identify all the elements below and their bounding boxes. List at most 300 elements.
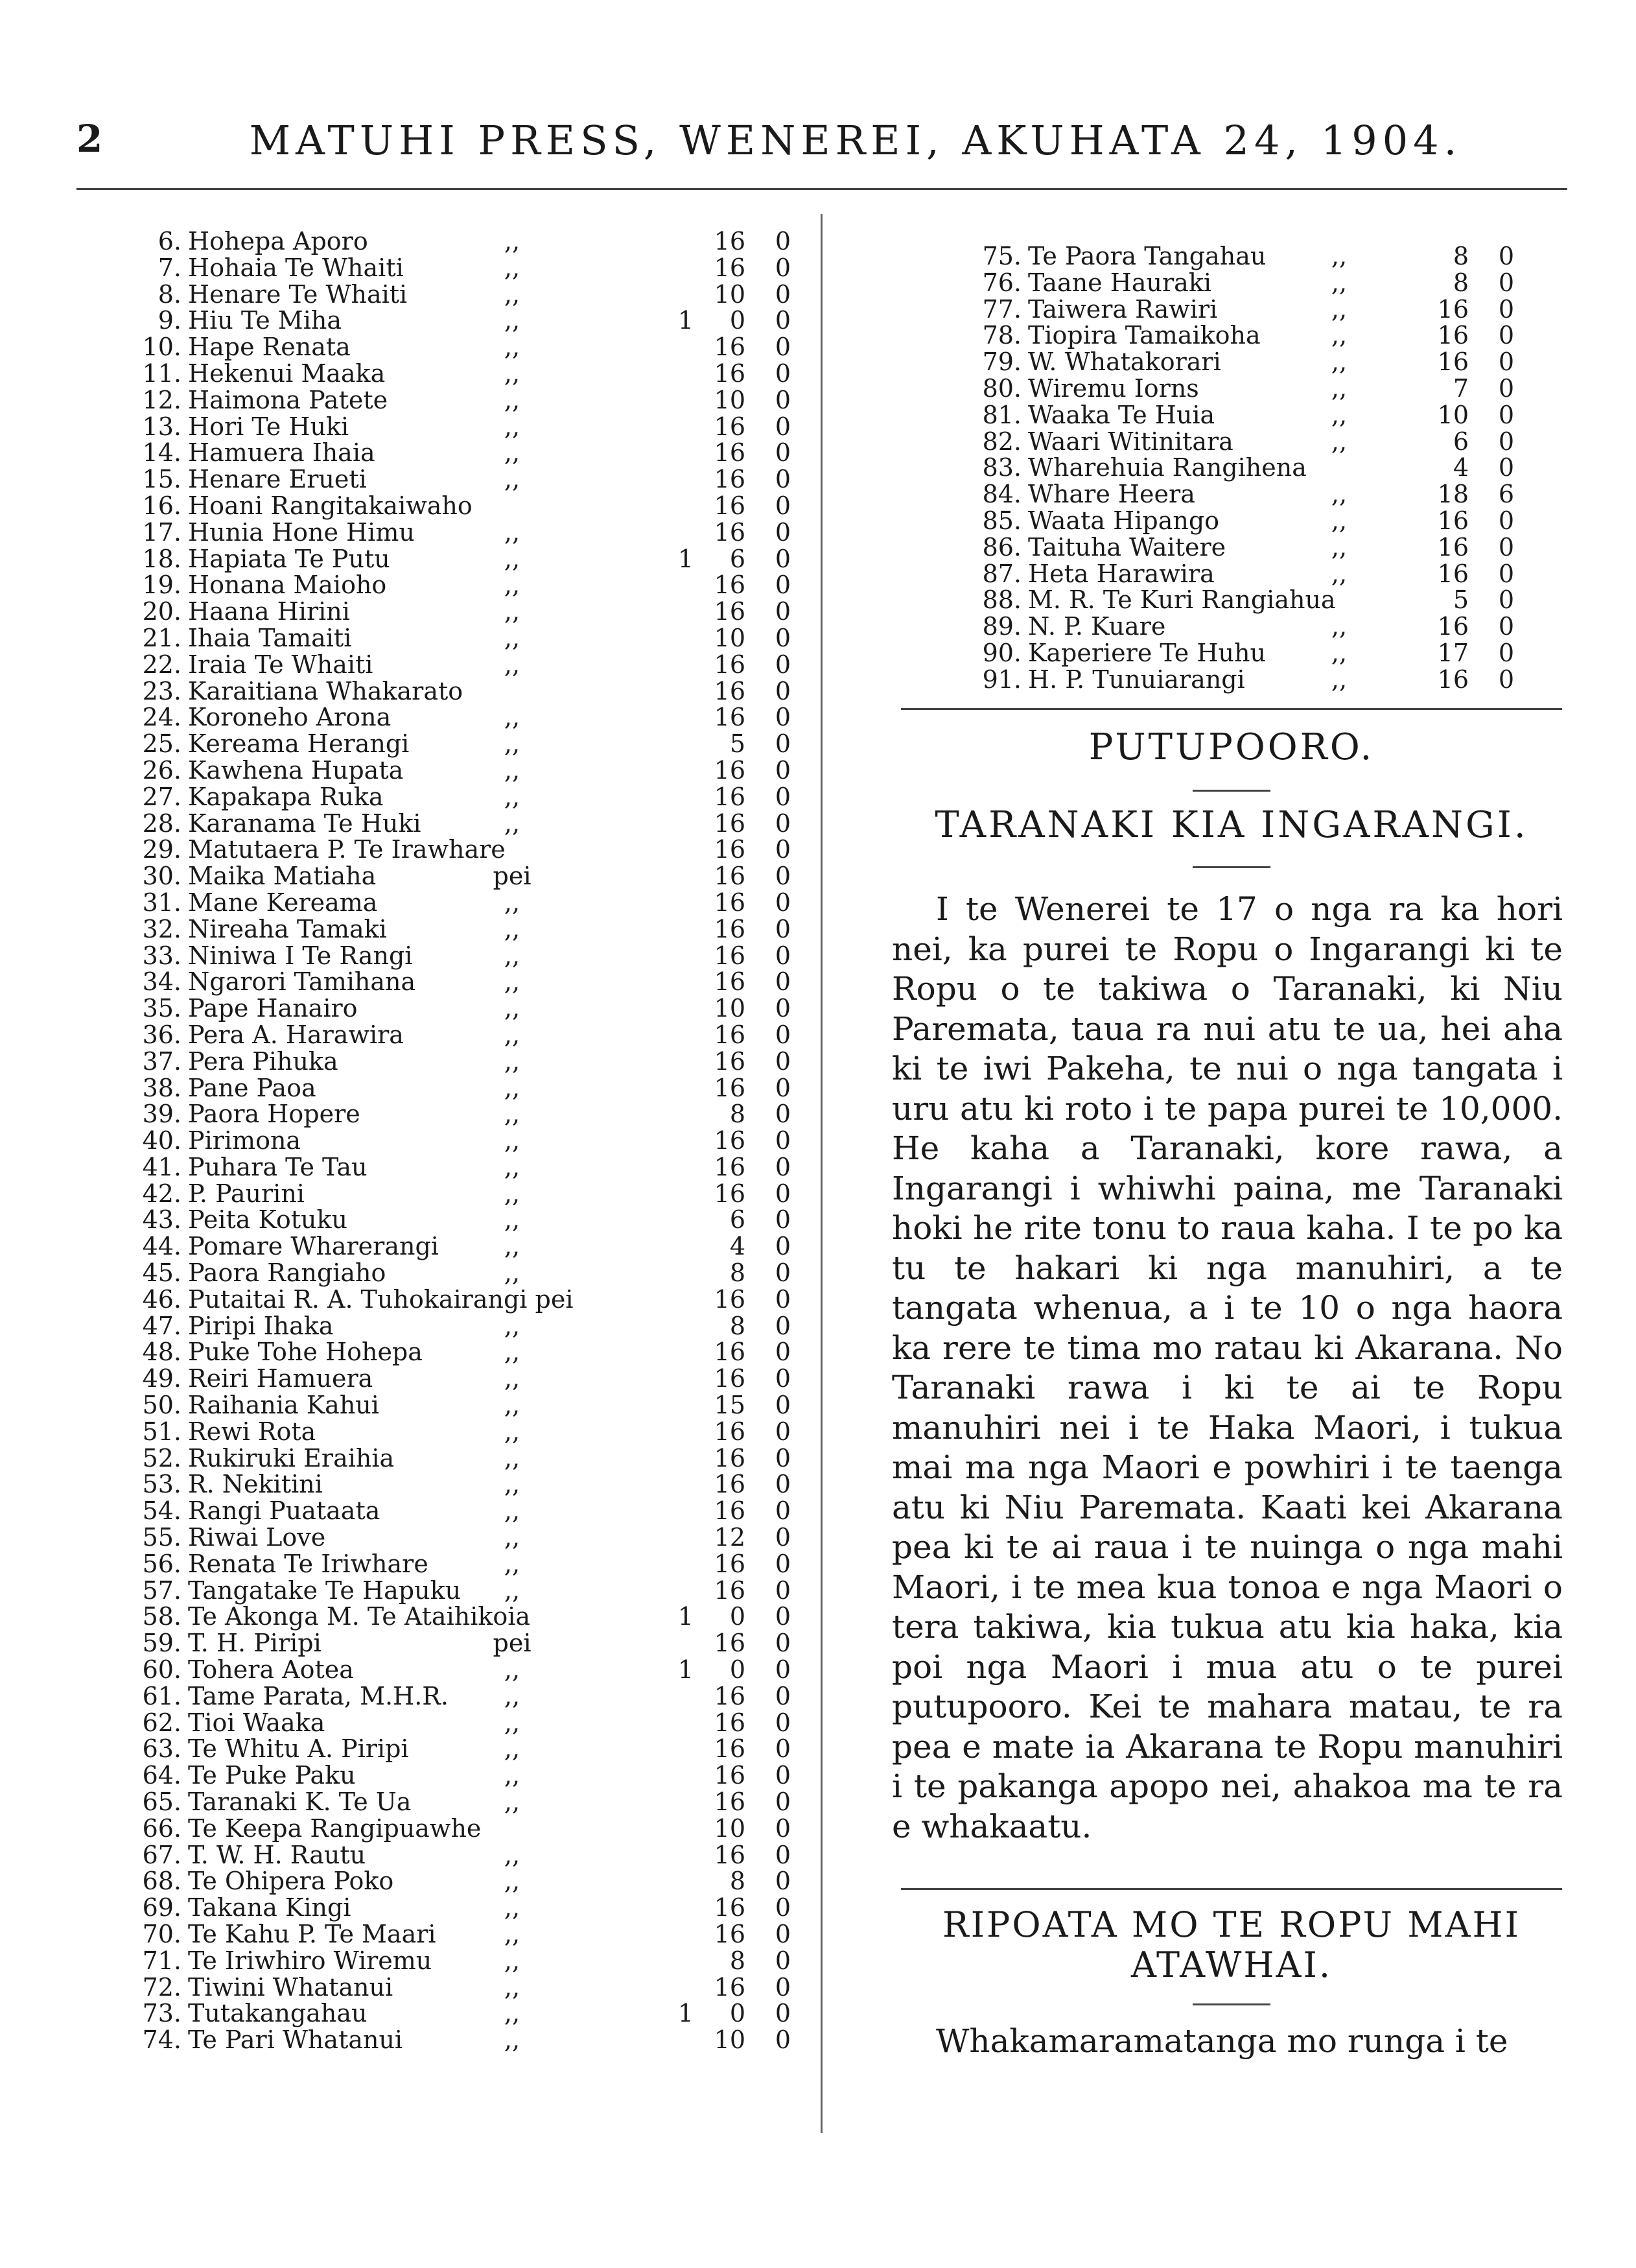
entry-pence: 0 (1498, 665, 1514, 694)
entry-pence: 0 (775, 703, 791, 732)
entry-num: 20. (142, 597, 181, 626)
entry-mark: ,, (504, 571, 520, 600)
entry-name: Te Akonga M. Te Ataihikoia (188, 1602, 531, 1631)
entry-num: 73. (142, 1999, 181, 2028)
entry-shill: 16 (714, 1179, 745, 1208)
entry-mark: ,, (504, 1972, 520, 2002)
entry-shill: 15 (714, 1391, 745, 1420)
entry-mark: ,, (504, 1470, 520, 1499)
entry-pence: 0 (775, 1311, 791, 1340)
entry-name: Taituha Waitere (1028, 532, 1226, 561)
entry-num: 60. (142, 1655, 181, 1684)
list-item (950, 534, 1534, 561)
entry-num: 34. (142, 967, 181, 997)
list-item (110, 1549, 791, 1578)
entry-name: Haana Hirini (188, 597, 350, 626)
list-item (950, 375, 1534, 402)
entry-shill: 16 (714, 1364, 745, 1393)
entry-num: 53. (142, 1470, 181, 1499)
list-item (110, 1205, 791, 1234)
entry-shill: 16 (714, 862, 745, 891)
list-item (110, 438, 791, 467)
entry-num: 86. (982, 532, 1022, 561)
list-item (110, 306, 791, 335)
entry-mark: ,, (504, 1734, 520, 1764)
entry-pence: 6 (1498, 480, 1514, 509)
entry-name: Riwai Love (188, 1523, 326, 1552)
entry-name: Nireaha Tamaki (188, 914, 387, 943)
article-body: I te Wenerei te 17 o nga ra ka hori nei, ka purei te Ropu o Ingarangi ki te Ropu o te takiwa o Taranaki, ki Niu Paremata, taua ra nui atu te ua, hei aha ki te iwi Pakeha, te nui o nga tangata i uru atu ki roto i te papa purei te 10,000. He kaha a Taranaki, kore rawa, a Ingarangi i whiwhi paina, me Taranaki hoki he rite tonu to raua kaha. I te po ka tu te hakari ki nga manuhiri, a te tangata whenua, a i te 10 o nga haora ka rere te tima mo ratau ki Akarana. No Taranaki rawa i ki te ai te Ropu manuhiri nei i te Haka Maori, i tukua mai ma nga Maori e powhiri i te taenga atu ki Niu Paremata. Kaati kei Akarana pea ki te ai raua i te nuinga o nga mahi Maori, i te mea kua tonoa e nga Maori o tera takiwa, kia tukua atu kia haka, kia poi nga Maori i mua atu o te purei putupooro. Kei te mahara matau, te ra pea e mate ia Akarana te Ropu manuhiri i te pakanga apopo nei, ahakoa ma te ra e whakaatu. (892, 890, 1563, 1845)
entry-mark: ,, (504, 703, 520, 732)
entry-mark: ,, (504, 1496, 520, 1526)
entry-mark: ,, (504, 1020, 520, 1049)
entry-shill: 16 (714, 1020, 745, 1049)
entry-num: 55. (142, 1523, 181, 1552)
entry-shill: 6 (729, 1205, 745, 1234)
section-heading-ripoata (901, 1905, 1562, 1985)
entry-mark: ,, (504, 1576, 520, 1605)
entry-name: Tiopira Tamaikoha (1028, 321, 1261, 350)
entry-name: Rukiruki Eraihia (188, 1443, 395, 1472)
entry-pence: 0 (775, 2026, 791, 2055)
entry-shill: 16 (1437, 612, 1469, 641)
entry-num: 91. (982, 665, 1022, 694)
entry-mark: pei (493, 1629, 532, 1658)
entry-mark: ,, (504, 1655, 520, 1684)
entry-name: Matutaera P. Te Irawhare (188, 835, 506, 864)
entry-mark: ,, (504, 385, 520, 414)
entry-name: Pera Pihuka (188, 1046, 338, 1076)
entry-pence: 0 (775, 1046, 791, 1076)
entry-name: Peita Kotuku (188, 1205, 347, 1234)
entry-shill: 16 (1437, 348, 1469, 377)
list-item (950, 270, 1534, 296)
list-item (110, 729, 791, 759)
entry-mark: ,, (504, 412, 520, 441)
entry-num: 41. (142, 1152, 181, 1181)
entry-pound: 1 (677, 1602, 694, 1631)
entry-pence: 0 (775, 1179, 791, 1208)
entry-name: Hamuera Ihaia (188, 438, 375, 467)
entry-num: 42. (142, 1179, 181, 1208)
entry-name: Karanama Te Huki (188, 809, 421, 838)
entry-name: Piripi Ihaka (188, 1311, 334, 1340)
entry-pence: 0 (775, 1761, 791, 1790)
list-item (110, 994, 791, 1023)
entry-num: 83. (982, 453, 1022, 482)
entry-pence: 0 (775, 465, 791, 494)
list-item (110, 2026, 791, 2055)
entry-pence: 0 (775, 306, 791, 335)
entry-pence: 0 (775, 1152, 791, 1181)
entry-mark: ,, (504, 1761, 520, 1790)
entry-num: 39. (142, 1100, 181, 1129)
list-item (110, 465, 791, 494)
entry-mark: ,, (1331, 612, 1348, 641)
entry-mark: ,, (1331, 348, 1348, 377)
entry-mark: ,, (1331, 294, 1348, 324)
entry-pence: 0 (775, 1100, 791, 1129)
list-item (110, 1311, 791, 1340)
entry-pence: 0 (1498, 321, 1514, 350)
short-rule (1193, 790, 1270, 792)
entry-name: Te Whitu A. Piripi (188, 1734, 409, 1764)
entry-mark: ,, (504, 755, 520, 785)
entry-name: Niniwa I Te Rangi (188, 941, 413, 970)
entry-name: Hoani Rangitakaiwaho (188, 491, 473, 520)
list-item (110, 279, 791, 309)
entry-num: 9. (158, 306, 181, 335)
entry-shill: 8 (729, 1311, 745, 1340)
entry-shill: 16 (714, 438, 745, 467)
entry-shill: 16 (714, 253, 745, 282)
entry-name: Ihaia Tamaiti (188, 623, 352, 652)
entry-shill: 16 (714, 1338, 745, 1367)
entry-pence: 0 (1498, 532, 1514, 561)
entry-name: Te Kahu P. Te Maari (188, 1920, 436, 1948)
list-item (110, 1602, 791, 1631)
list-item (110, 967, 791, 997)
entry-num: 66. (142, 1813, 181, 1843)
entry-name: Wharehuia Rangihena (1028, 453, 1307, 482)
entry-shill: 0 (729, 1999, 745, 2028)
entry-pence: 0 (775, 597, 791, 626)
entry-mark: ,, (1331, 665, 1348, 694)
list-item (110, 1020, 791, 1049)
entry-pence: 0 (775, 333, 791, 362)
entry-mark: ,, (1331, 506, 1348, 535)
entry-shill: 16 (714, 1576, 745, 1605)
entry-shill: 10 (1437, 400, 1469, 429)
entry-shill: 10 (714, 2026, 745, 2055)
entry-name: Taiwera Rawiri (1028, 294, 1218, 324)
entry-name: Te Paora Tangahau (1028, 242, 1267, 270)
entry-num: 82. (982, 427, 1022, 456)
entry-num: 71. (142, 1946, 181, 1975)
entry-shill: 18 (1437, 480, 1469, 509)
entry-shill: 16 (714, 465, 745, 494)
entry-num: 22. (142, 650, 181, 679)
entry-name: Mane Kereama (188, 888, 378, 917)
entry-num: 51. (142, 1417, 181, 1446)
heading-line: RIPOATA MO TE ROPU MAHI (942, 1904, 1521, 1945)
entry-num: 56. (142, 1549, 181, 1578)
entry-num: 11. (142, 359, 181, 388)
entry-mark: ,, (504, 967, 520, 997)
entry-shill: 16 (714, 967, 745, 997)
entry-pence: 0 (775, 1999, 791, 2028)
entry-num: 15. (142, 465, 181, 494)
entry-pence: 0 (775, 1364, 791, 1393)
entry-shill: 8 (729, 1946, 745, 1975)
section-heading-putupooro: PUTUPOORO. (1088, 726, 1375, 768)
entry-name: T. H. Piripi (188, 1629, 321, 1658)
entry-num: 7. (158, 253, 181, 282)
entry-num: 44. (142, 1232, 181, 1261)
entry-pence: 0 (1498, 268, 1514, 297)
list-item (950, 322, 1534, 349)
list-item (950, 296, 1534, 323)
entry-pence: 0 (775, 755, 791, 785)
entry-num: 23. (142, 676, 181, 705)
entry-num: 16. (142, 491, 181, 520)
entry-shill: 16 (1437, 532, 1469, 561)
entry-num: 90. (982, 638, 1022, 667)
entry-num: 88. (982, 585, 1022, 615)
list-item (110, 703, 791, 732)
entry-mark: ,, (504, 359, 520, 388)
entry-shill: 16 (714, 1920, 745, 1948)
entry-shill: 16 (714, 1549, 745, 1578)
entry-num: 63. (142, 1734, 181, 1764)
entry-num: 14. (142, 438, 181, 467)
list-item (110, 676, 791, 705)
entry-num: 27. (142, 782, 181, 811)
list-item (110, 1893, 791, 1922)
entry-pence: 0 (775, 967, 791, 997)
entry-shill: 16 (714, 1152, 745, 1181)
list-item (950, 481, 1534, 508)
list-item (950, 429, 1534, 455)
list-item (950, 402, 1534, 429)
list-item (110, 1629, 791, 1658)
list-item (110, 544, 791, 573)
page-header (0, 110, 1636, 182)
entry-num: 76. (982, 268, 1022, 297)
entry-pence: 0 (775, 1205, 791, 1234)
list-item (110, 1100, 791, 1129)
entry-shill: 16 (714, 359, 745, 388)
entry-mark: ,, (504, 1920, 520, 1948)
entry-name: M. R. Te Kuri Rangiahua (1028, 585, 1336, 615)
entry-num: 10. (142, 333, 181, 362)
entry-name: N. P. Kuare (1028, 612, 1166, 641)
entry-pence: 0 (775, 1020, 791, 1049)
entry-num: 59. (142, 1629, 181, 1658)
entry-mark: ,, (504, 438, 520, 467)
entry-num: 8. (158, 279, 181, 309)
list-item (950, 587, 1534, 613)
entry-pence: 0 (775, 1523, 791, 1552)
entry-num: 19. (142, 571, 181, 600)
entry-shill: 10 (714, 1813, 745, 1843)
list-item (110, 755, 791, 785)
entry-num: 40. (142, 1126, 181, 1155)
entry-name: Henare Te Whaiti (188, 279, 408, 309)
entry-name: Kawhena Hupata (188, 755, 404, 785)
entry-mark: ,, (1331, 532, 1348, 561)
entry-pence: 0 (1498, 638, 1514, 667)
entry-pence: 0 (775, 544, 791, 573)
entry-num: 74. (142, 2026, 181, 2055)
entry-pence: 0 (775, 994, 791, 1023)
list-item (110, 1813, 791, 1843)
entry-mark: ,, (504, 1867, 520, 1896)
entry-mark: ,, (504, 1549, 520, 1578)
entry-shill: 10 (714, 279, 745, 309)
list-item (110, 888, 791, 917)
entry-num: 50. (142, 1391, 181, 1420)
list-item (110, 517, 791, 547)
list-item (110, 1972, 791, 2002)
short-rule (1193, 866, 1270, 868)
entry-shill: 16 (714, 1761, 745, 1790)
entry-name: Te Iriwhiro Wiremu (188, 1946, 432, 1975)
entry-pence: 0 (775, 491, 791, 520)
entry-pence: 0 (775, 835, 791, 864)
entry-num: 17. (142, 517, 181, 547)
entry-mark: ,, (504, 809, 520, 838)
entry-name: Tutakangahau (188, 1999, 368, 2028)
entry-pence: 0 (775, 888, 791, 917)
entry-name: Tohera Aotea (188, 1655, 354, 1684)
entry-name: Kapakapa Ruka (188, 782, 384, 811)
entry-pence: 0 (775, 782, 791, 811)
entry-name: Paora Hopere (188, 1100, 360, 1129)
entry-shill: 8 (729, 1867, 745, 1896)
entry-num: 65. (142, 1788, 181, 1817)
entry-num: 72. (142, 1972, 181, 2002)
entry-mark: ,, (504, 517, 520, 547)
entry-name: Taane Hauraki (1028, 268, 1212, 297)
entry-name: Kereama Herangi (188, 729, 410, 759)
list-item (110, 1152, 791, 1181)
list-item (110, 1734, 791, 1764)
entry-shill: 16 (1437, 665, 1469, 694)
entry-mark: ,, (504, 888, 520, 917)
list-item (110, 1920, 791, 1948)
list-item (110, 597, 791, 626)
entry-shill: 16 (714, 1629, 745, 1658)
entry-pence: 0 (1498, 294, 1514, 324)
entry-shill: 16 (714, 571, 745, 600)
entry-mark: ,, (504, 1443, 520, 1472)
entry-shill: 0 (729, 306, 745, 335)
entry-name: Ngarori Tamihana (188, 967, 416, 997)
entry-name: Waata Hipango (1028, 506, 1220, 535)
list-item (110, 1443, 791, 1472)
entry-pence: 0 (775, 1867, 791, 1896)
list-item (110, 1867, 791, 1896)
entry-num: 25. (142, 729, 181, 759)
entry-pence: 0 (775, 862, 791, 891)
header-rule (76, 188, 1567, 190)
entry-num: 85. (982, 506, 1022, 535)
entry-num: 58. (142, 1602, 181, 1631)
entry-shill: 16 (714, 1708, 745, 1737)
entry-mark: ,, (504, 729, 520, 759)
entry-shill: 7 (1453, 373, 1469, 403)
list-item (110, 1788, 791, 1817)
entry-pence: 0 (775, 729, 791, 759)
entry-pence: 0 (1498, 242, 1514, 270)
list-item (110, 1179, 791, 1208)
entry-num: 79. (982, 348, 1022, 377)
entry-num: 52. (142, 1443, 181, 1472)
list-item (110, 491, 791, 520)
list-item (110, 333, 791, 362)
entry-pence: 0 (775, 253, 791, 282)
subscriber-list-left (110, 227, 791, 2055)
entry-pence: 0 (775, 1920, 791, 1948)
entry-shill: 6 (1453, 427, 1469, 456)
entry-shill: 16 (714, 1734, 745, 1764)
entry-shill: 16 (714, 1046, 745, 1076)
entry-name: W. Whatakorari (1028, 348, 1221, 377)
list-item (110, 862, 791, 891)
entry-shill: 8 (729, 1258, 745, 1288)
entry-pence: 0 (1498, 585, 1514, 615)
article-title: TARANAKI KIA INGARANGI. (935, 804, 1528, 846)
entry-pence: 0 (775, 1496, 791, 1526)
entry-mark: ,, (504, 1999, 520, 2028)
entry-shill: 17 (1437, 638, 1469, 667)
entry-num: 24. (142, 703, 181, 732)
entry-mark: ,, (504, 1946, 520, 1975)
entry-name: Haimona Patete (188, 385, 388, 414)
entry-name: Hiu Te Miha (188, 306, 342, 335)
entry-mark: ,, (504, 1893, 520, 1922)
entry-mark: ,, (1331, 268, 1348, 297)
entry-name: Tame Parata, M.H.R. (188, 1681, 449, 1710)
list-item (110, 914, 791, 943)
list-item (110, 1655, 791, 1684)
entry-num: 21. (142, 623, 181, 652)
entry-mark: ,, (504, 914, 520, 943)
entry-name: Pane Paoa (188, 1073, 316, 1102)
entry-pence: 0 (775, 1549, 791, 1578)
list-item (110, 1708, 791, 1737)
entry-shill: 16 (714, 1893, 745, 1922)
entry-shill: 5 (729, 729, 745, 759)
entry-mark: ,, (1331, 427, 1348, 456)
entry-name: Paora Rangiaho (188, 1258, 386, 1288)
list-item (110, 1046, 791, 1076)
entry-num: 33. (142, 941, 181, 970)
masthead: MATUHI PRESS, WENEREI, AKUHATA 24, 1904. (249, 117, 1462, 164)
entry-pound: 1 (677, 1999, 694, 2028)
list-item (110, 835, 791, 864)
entry-mark: ,, (504, 1417, 520, 1446)
entry-shill: 0 (729, 1655, 745, 1684)
list-item (110, 253, 791, 282)
list-item (110, 1576, 791, 1605)
list-item (110, 1232, 791, 1261)
entry-name: Hunia Hone Himu (188, 517, 415, 547)
entry-shill: 6 (729, 544, 745, 573)
entry-pence: 0 (775, 279, 791, 309)
section-rule (901, 708, 1562, 710)
entry-mark: ,, (504, 1126, 520, 1155)
entry-pence: 0 (1498, 427, 1514, 456)
list-item (950, 561, 1534, 587)
entry-shill: 16 (1437, 294, 1469, 324)
entry-mark: ,, (504, 1681, 520, 1710)
entry-shill: 16 (714, 412, 745, 441)
entry-num: 45. (142, 1258, 181, 1288)
entry-num: 37. (142, 1046, 181, 1076)
entry-num: 89. (982, 612, 1022, 641)
entry-num: 62. (142, 1708, 181, 1737)
entry-name: Pirimona (188, 1126, 301, 1155)
entry-shill: 16 (714, 333, 745, 362)
entry-name: Takana Kingi (188, 1893, 351, 1922)
entry-num: 81. (982, 400, 1022, 429)
entry-mark: ,, (504, 623, 520, 652)
entry-mark: ,, (504, 1258, 520, 1288)
entry-shill: 16 (714, 491, 745, 520)
entry-pence: 0 (775, 623, 791, 652)
